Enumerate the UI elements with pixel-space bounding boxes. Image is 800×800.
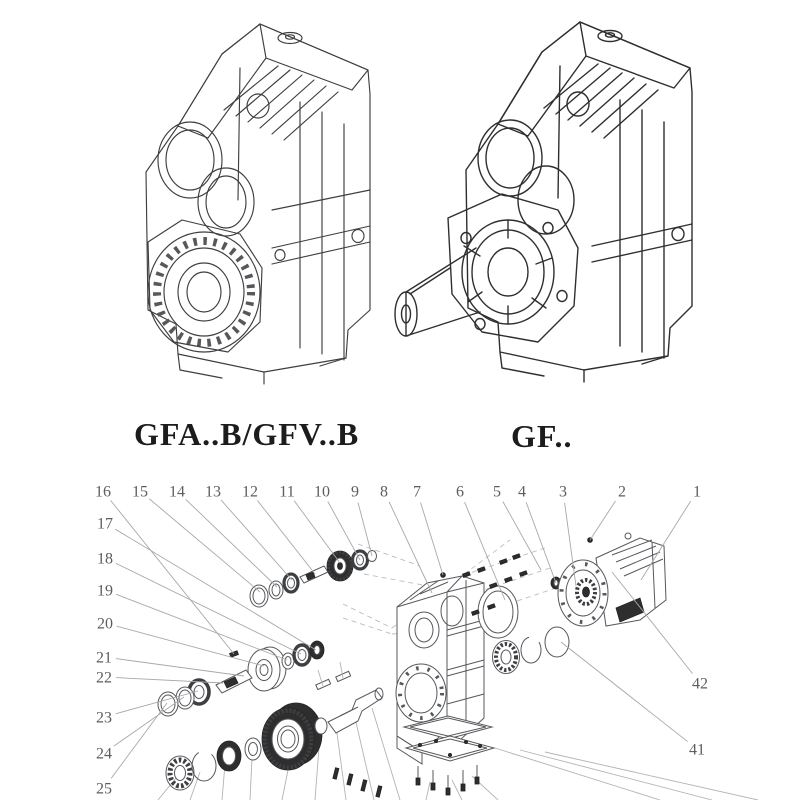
flange-gasket-ring xyxy=(478,586,518,638)
caption-gfa: GFA..B/GFV..B xyxy=(134,416,360,452)
callout-number-18: 18 xyxy=(97,550,113,568)
callout-number-1: 1 xyxy=(693,483,701,501)
retaining-ring xyxy=(521,637,541,663)
callout-number-7: 7 xyxy=(413,483,421,501)
callout-number-19: 19 xyxy=(97,582,113,600)
leader-line-12 xyxy=(257,500,315,574)
figure-gfa-drawing xyxy=(146,24,370,384)
callout-number-11: 11 xyxy=(279,483,295,501)
callout-number-24: 24 xyxy=(96,745,112,763)
leader-line-18 xyxy=(116,563,301,654)
leader-line-11 xyxy=(294,501,340,563)
bearing-dark xyxy=(310,641,324,659)
leader-line-20 xyxy=(117,626,264,666)
gear-wheel xyxy=(248,647,286,691)
exploded-diagram xyxy=(0,480,800,800)
motor-unit xyxy=(558,533,666,626)
spacer-ring xyxy=(245,738,261,760)
leader-line-8 xyxy=(389,502,432,593)
helical-gear-small xyxy=(327,551,353,581)
callout-number-10: 10 xyxy=(314,483,330,501)
helical-gear-large xyxy=(262,703,322,770)
callout-number-22: 22 xyxy=(96,669,112,687)
leader-line-41 xyxy=(561,642,688,742)
callout-number-6: 6 xyxy=(456,483,464,501)
leader-line-22 xyxy=(116,678,223,683)
retaining-ring xyxy=(192,751,216,781)
figure-gf-drawing xyxy=(395,22,692,382)
callout-number-2: 2 xyxy=(618,483,626,501)
leader-line-14 xyxy=(186,499,277,587)
callout-number-25: 25 xyxy=(96,780,112,798)
caption-gf: GF.. xyxy=(511,418,573,454)
leader-line-15 xyxy=(149,499,260,592)
cover-bolts xyxy=(333,765,479,797)
callout-number-4: 4 xyxy=(518,483,526,501)
callout-number-8: 8 xyxy=(380,483,388,501)
leader-line-21 xyxy=(116,659,244,676)
callout-number-16: 16 xyxy=(95,483,111,501)
housing-upper-bore xyxy=(409,612,439,648)
callout-number-41: 41 xyxy=(689,741,705,759)
key xyxy=(316,679,331,689)
leader-line-2 xyxy=(590,501,615,540)
callout-number-21: 21 xyxy=(96,649,112,667)
callout-number-14: 14 xyxy=(169,483,185,501)
callout-number-12: 12 xyxy=(242,483,258,501)
o-ring xyxy=(545,627,569,657)
leader-line-7 xyxy=(421,502,443,575)
callout-number-9: 9 xyxy=(351,483,359,501)
callout-number-23: 23 xyxy=(96,709,112,727)
callout-number-17: 17 xyxy=(97,515,113,533)
callout-number-3: 3 xyxy=(559,483,567,501)
leader-line-25 xyxy=(111,703,167,778)
callout-number-15: 15 xyxy=(132,483,148,501)
lifting-lug xyxy=(625,533,631,539)
spacer-ring xyxy=(315,718,327,734)
leader-line-16 xyxy=(111,500,234,654)
key xyxy=(336,671,351,681)
bearing-dark xyxy=(217,741,241,771)
callout-number-42: 42 xyxy=(692,675,708,693)
leader-line-9 xyxy=(358,503,372,556)
roller-bearing xyxy=(166,756,194,790)
washer xyxy=(282,653,294,669)
callout-number-20: 20 xyxy=(97,615,113,633)
callout-number-13: 13 xyxy=(205,483,221,501)
output-shaft xyxy=(328,688,383,733)
callout-number-5: 5 xyxy=(493,483,501,501)
